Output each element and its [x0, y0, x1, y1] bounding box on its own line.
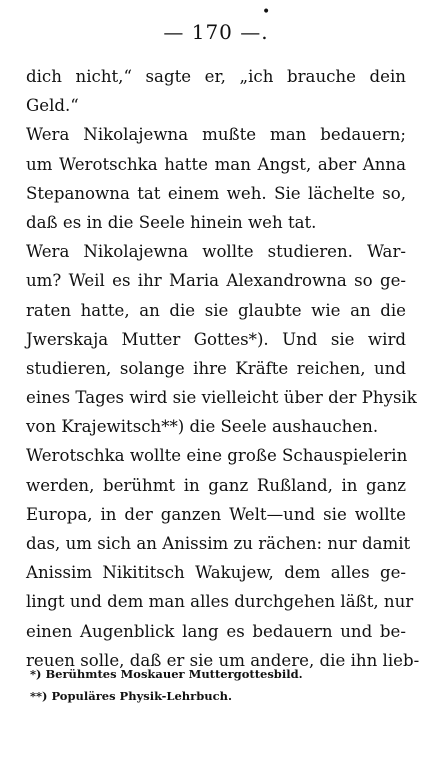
text-line: Stepanowna tat einem weh. Sie lächelte so, [26, 183, 406, 203]
page-number: — 170 —. [163, 20, 269, 44]
text-line: von Krajewitsch**) die Seele aushauchen. [26, 417, 379, 437]
text-line: Werotschka wollte eine große Schauspielerin [26, 446, 408, 466]
text-line: raten hatte, an die sie glaubte wie an die [26, 300, 406, 320]
text-line: um Werotschka hatte man Angst, aber Anna [26, 154, 406, 174]
text-line: Wera Nikolajewna wollte studieren. War- [26, 242, 406, 262]
text-line: studieren, solange ihre Kräfte reichen, und [26, 358, 406, 378]
text-line: reuen solle, daß er sie um andere, die ihn lieb- [26, 650, 420, 670]
footnote-2: **) Populäres Physik-Lehrbuch. [30, 689, 232, 703]
text-line: werden, berühmt in ganz Rußland, in ganz [26, 475, 406, 495]
text-line: um? Weil es ihr Maria Alexandrowna so ge- [26, 271, 406, 291]
text-line: Jwerskaja Mutter Gottes*). Und sie wird [26, 329, 406, 349]
text-line: Geld.“ [26, 96, 79, 116]
footnotes [30, 663, 410, 707]
body-text [26, 62, 420, 675]
text-line: Wera Nikolajewna mußte man bedauern; [26, 125, 406, 145]
text-line: daß es in die Seele hinein weh tat. [26, 212, 317, 232]
text-line: Anissim Nikititsch Wakujew, dem alles ge- [26, 563, 406, 583]
text-line: dich nicht,“ sagte er, „ich brauche dein [26, 67, 406, 86]
text-line: das, um sich an Anissim zu rächen: nur damit [26, 534, 411, 553]
text-line: lingt und dem man alles durchgehen läßt, nur [26, 592, 414, 612]
text-line: einen Augenblick lang es bedauern und be- [26, 621, 406, 641]
page-mark: • [262, 4, 271, 20]
footnote-1: *) Berühmtes Moskauer Muttergottesbild. [30, 667, 303, 681]
text-line: eines Tages wird sie vielleicht über der Physik [26, 388, 417, 408]
text-line: Europa, in der ganzen Welt—und sie wollte [26, 504, 406, 524]
